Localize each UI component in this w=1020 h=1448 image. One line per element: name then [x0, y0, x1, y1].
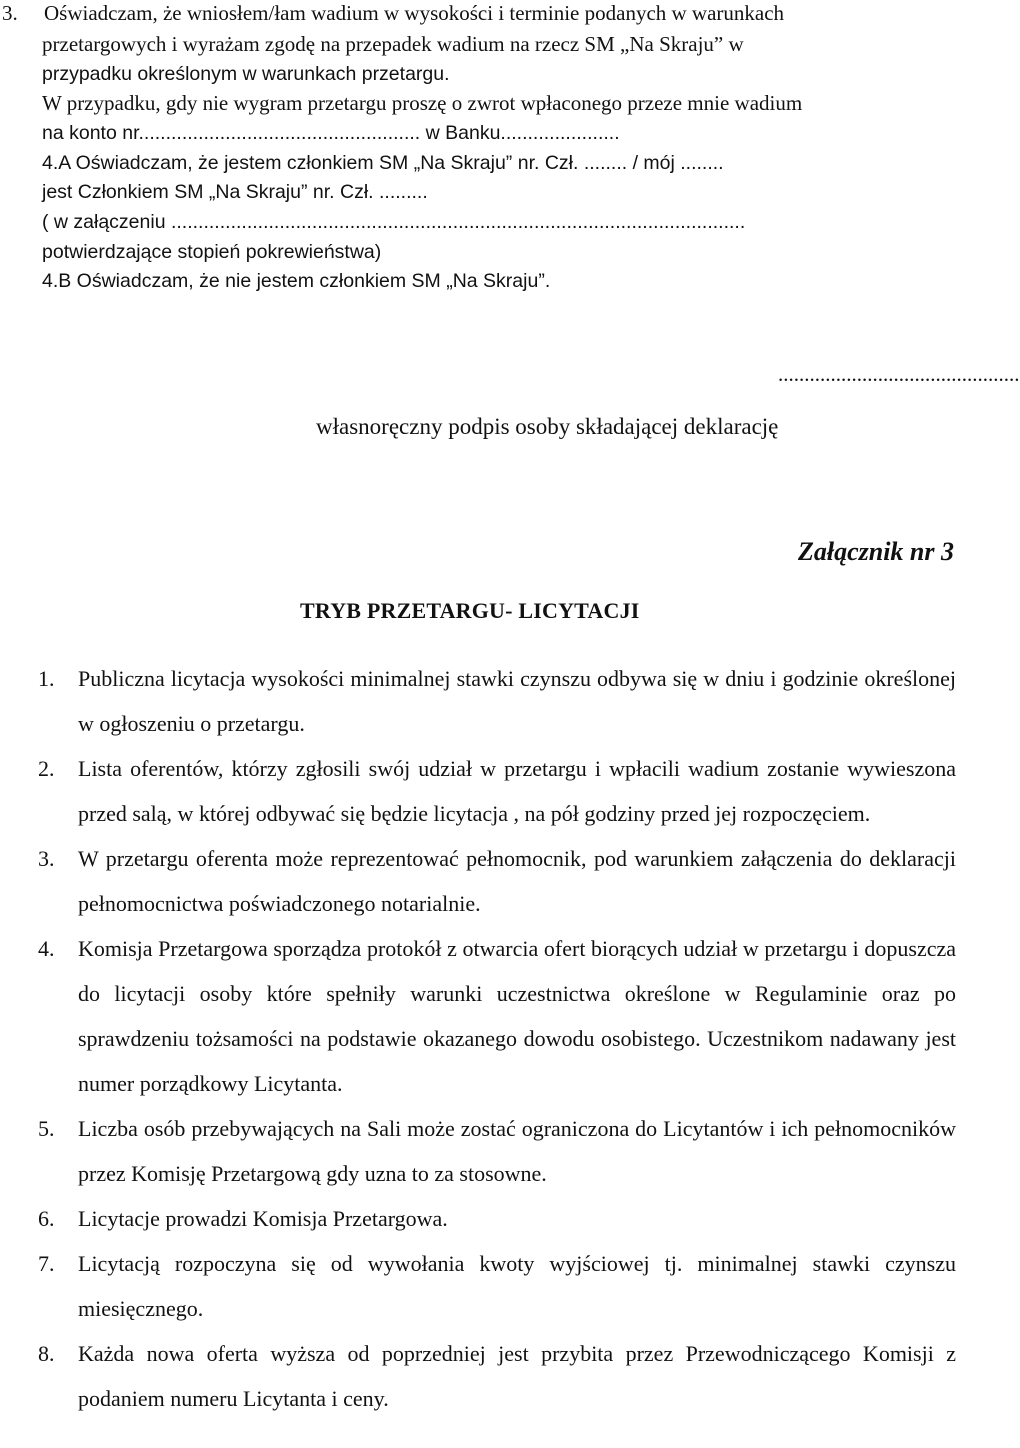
rule-number: 4. [38, 936, 55, 961]
rule-item-8 [0, 1331, 956, 1421]
declaration-item-3-line-3: przypadku określonym w warunkach przetargu. [42, 63, 450, 85]
rule-item-7 [0, 1241, 956, 1331]
declaration-item-3-line-2: przetargowych i wyrażam zgodę na przepadek wadium na rzecz SM „Na Skraju” w [42, 32, 744, 56]
declaration-item-3-line-4: W przypadku, gdy nie wygram przetargu proszę o zwrot wpłaconego przeze mnie wadium [42, 91, 803, 115]
rule-item-6 [0, 1196, 956, 1241]
attachment-label: Załącznik nr 3 [797, 537, 954, 566]
rule-number: 2. [38, 756, 55, 781]
declaration-item-3-line-5: na konto nr.................................................... w Banku...................... [42, 122, 620, 144]
rule-text: Licytacją rozpoczyna się od wywołania kwoty wyjściowej tj. minimalnej stawki czynszu miesięcznego. [78, 1251, 956, 1321]
rule-item-3 [0, 836, 956, 926]
rule-text: Liczba osób przebywających na Sali może zostać ograniczona do Licytantów i ich pełnomocników przez Komisję Przetargową gdy uzna to za stosowne. [78, 1116, 956, 1186]
rule-number: 7. [38, 1251, 55, 1276]
rule-item-2 [0, 746, 956, 836]
rule-text: Komisja Przetargowa sporządza protokół z otwarcia ofert biorących udział w przetargu i dopuszcza do licytacji osoby które spełniły warunki uczestnictwa określone w Regulaminie oraz po sprawdzeniu tożsamości na podstawie okazanego dowodu osobistego. Uczestnikom nadawany jest numer porządkowy Licytanta. [78, 936, 956, 1096]
rule-number: 1. [38, 666, 55, 691]
declaration-item-4a-continuation-2: ( w załączeniu .......................................................................................................... [42, 211, 746, 233]
rule-text: Publiczna licytacja wysokości minimalnej stawki czynszu odbywa się w dniu i godzinie określonej w ogłoszeniu o przetargu. [78, 666, 956, 736]
rule-number: 3. [38, 846, 55, 871]
declaration-item-3-line-1: 3. Oświadczam, że wniosłem/łam wadium w wysokości i terminie podanych w warunkach [0, 0, 784, 28]
signature-caption: własnoręczny podpis osoby składającej deklarację [316, 414, 779, 439]
rule-number: 6. [38, 1206, 55, 1231]
rule-item-1 [0, 656, 956, 746]
rule-item-5 [0, 1106, 956, 1196]
signature-line: .............................................. [778, 362, 1020, 386]
declaration-item-4b: 4.B Oświadczam, że nie jestem członkiem SM „Na Skraju”. [42, 270, 551, 292]
rules-list [0, 656, 956, 1421]
declaration-item-4a-continuation-3: potwierdzające stopień pokrewieństwa) [42, 241, 382, 263]
rule-text: Lista oferentów, którzy zgłosili swój udział w przetargu i wpłacili wadium zostanie wywieszona przed salą, w której odbywać się będzie licytacja , na pół godziny przed jej rozpoczęciem. [78, 756, 956, 826]
rule-number: 5. [38, 1116, 55, 1141]
declaration-item-4a-continuation-1: jest Członkiem SM „Na Skraju” nr. Czł. ......... [42, 181, 428, 203]
rule-text: Każda nowa oferta wyższa od poprzedniej jest przybita przez Przewodniczącego Komisji z podaniem numeru Licytanta i ceny. [78, 1341, 956, 1411]
rule-number: 8. [38, 1341, 55, 1366]
declaration-item-4a: 4.A Oświadczam, że jestem członkiem SM „Na Skraju” nr. Czł. ........ / mój ........ [42, 152, 724, 174]
rule-text: W przetargu oferenta może reprezentować pełnomocnik, pod warunkiem załączenia do deklaracji pełnomocnictwa poświadczonego notarialnie. [78, 846, 956, 916]
rule-text: Licytacje prowadzi Komisja Przetargowa. [78, 1206, 448, 1231]
section-title: TRYB PRZETARGU- LICYTACJI [300, 598, 640, 623]
rule-item-4 [0, 926, 956, 1106]
declaration-item-3-number: 3. [2, 1, 18, 25]
